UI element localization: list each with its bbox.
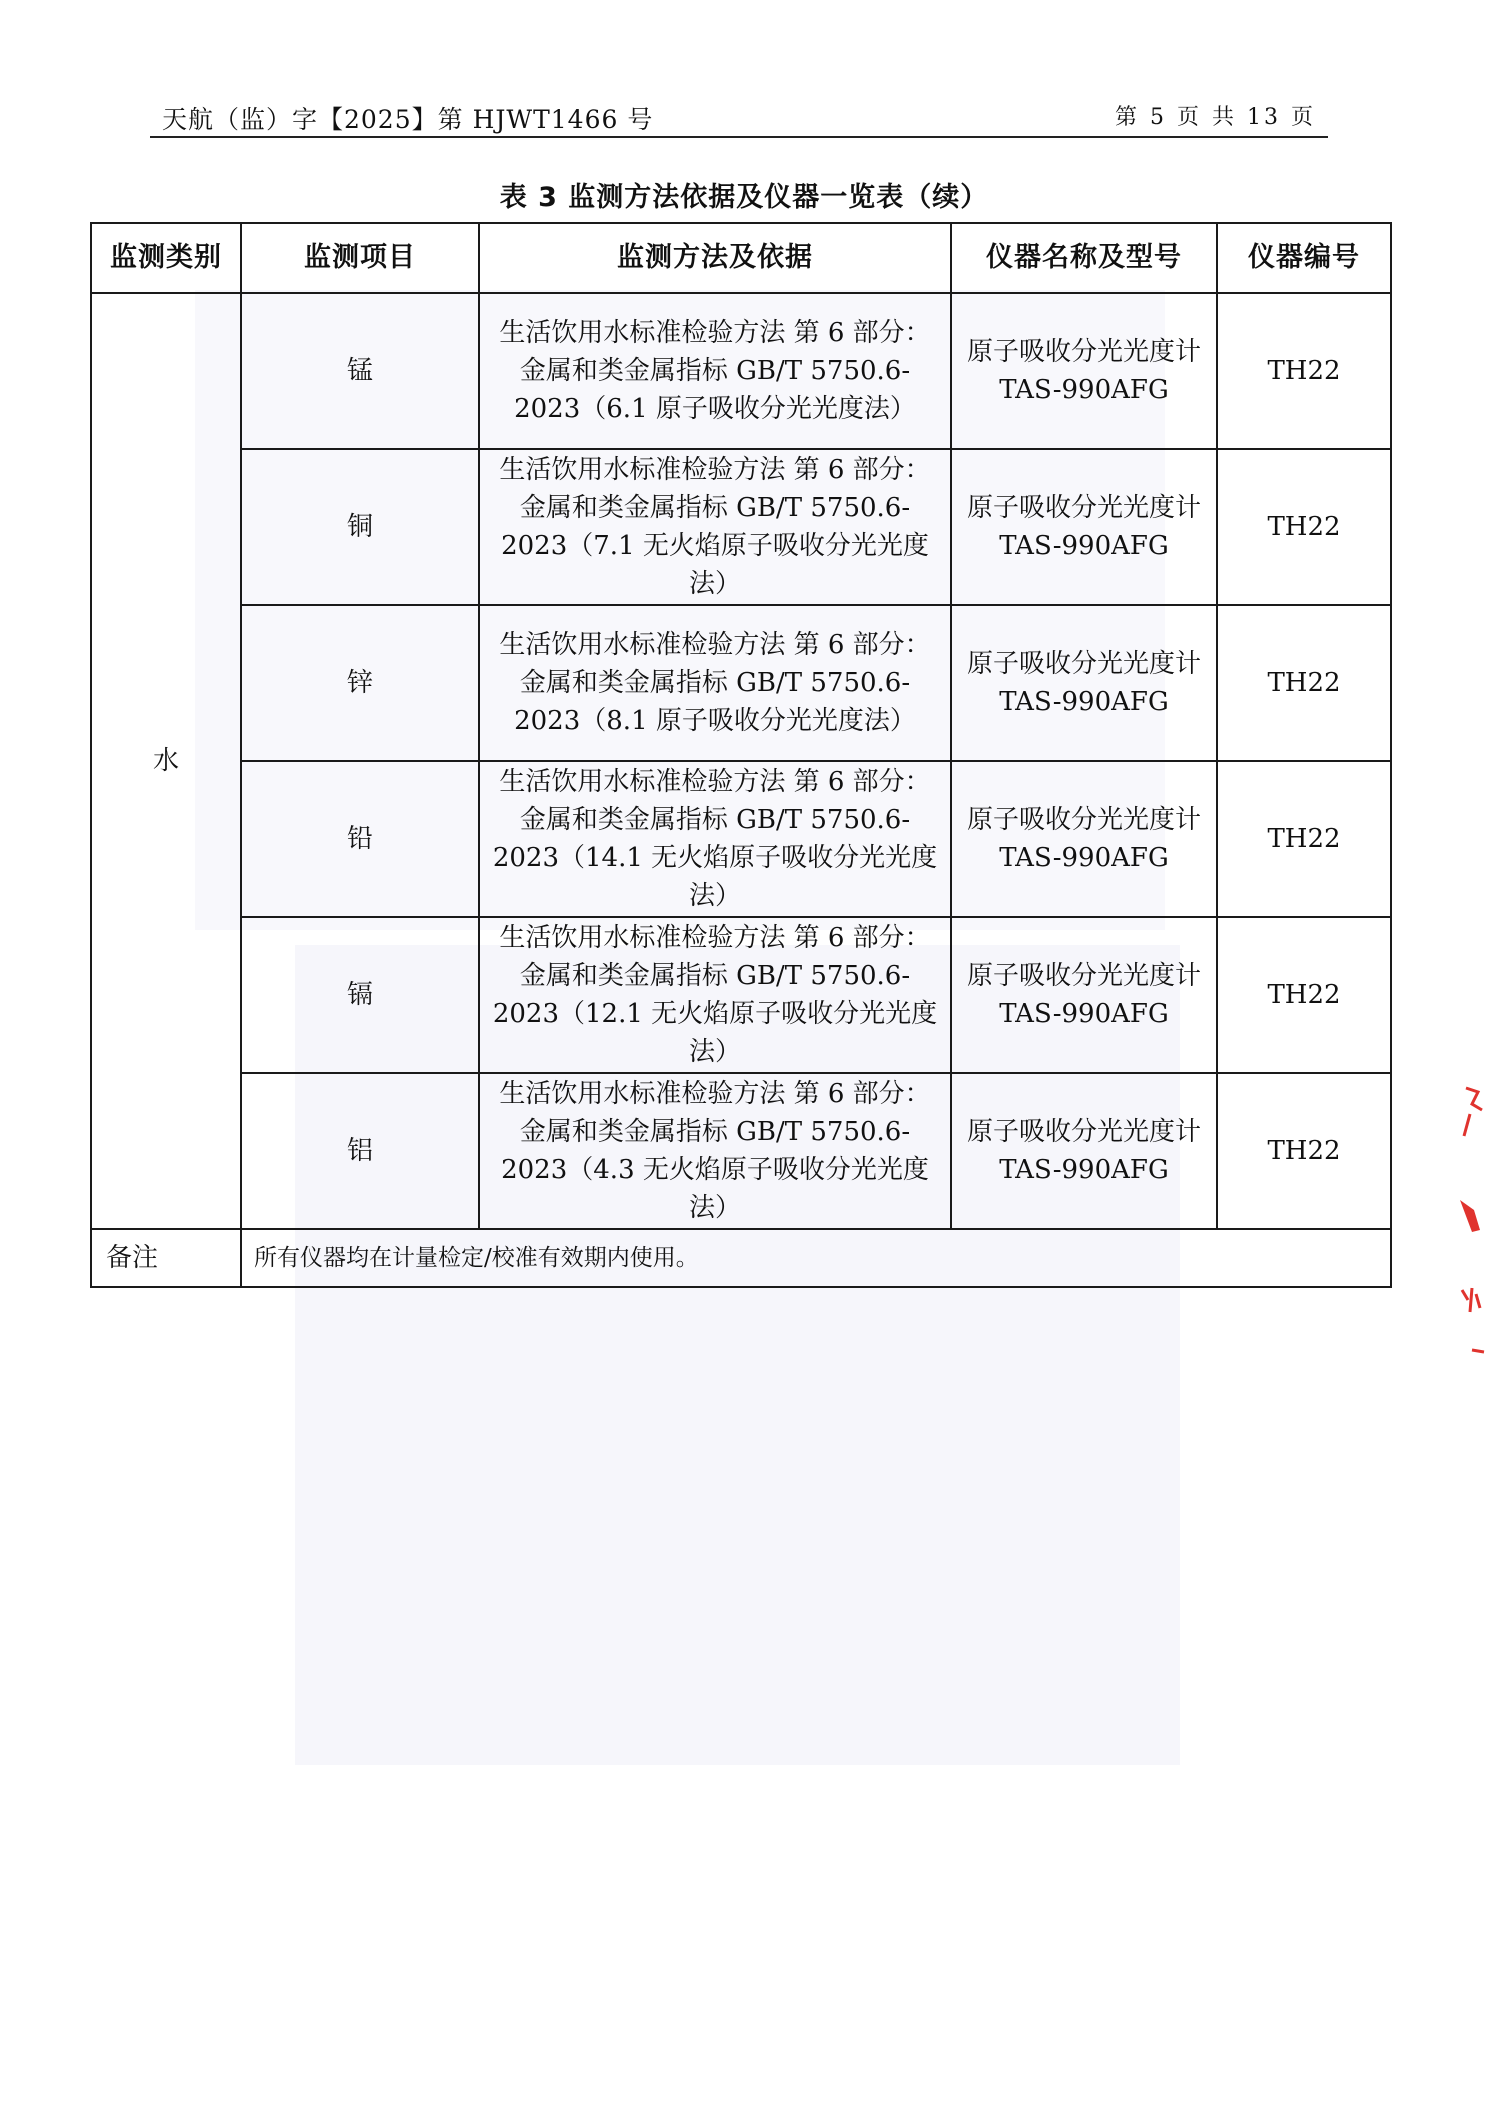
instrument-no-cell: TH22 bbox=[1217, 449, 1391, 605]
method-cell: 生活饮用水标准检验方法 第 6 部分：金属和类金属指标 GB/T 5750.6-2023（6.1 原子吸收分光光度法） bbox=[479, 293, 951, 449]
item-cell: 锌 bbox=[241, 605, 479, 761]
method-cell: 生活饮用水标准检验方法 第 6 部分：金属和类金属指标 GB/T 5750.6-2023（8.1 原子吸收分光光度法） bbox=[479, 605, 951, 761]
table-row bbox=[91, 605, 1391, 761]
table-title: 表 3 监测方法依据及仪器一览表（续） bbox=[499, 182, 989, 213]
instrument-no-cell: TH22 bbox=[1217, 1073, 1391, 1229]
monitoring-methods-table bbox=[90, 222, 1392, 1288]
document-number: 天航（监）字【2025】第 HJWT1466 号 bbox=[162, 105, 654, 134]
page-indicator: 第 5 页 共 13 页 bbox=[1115, 105, 1316, 130]
note-row bbox=[91, 1229, 1391, 1287]
column-header-item: 监测项目 bbox=[241, 223, 479, 293]
method-cell: 生活饮用水标准检验方法 第 6 部分：金属和类金属指标 GB/T 5750.6-2023（12.1 无火焰原子吸收分光光度法） bbox=[479, 917, 951, 1073]
red-seal-fragment bbox=[1452, 1080, 1488, 1370]
page-header bbox=[150, 98, 1328, 138]
item-cell: 锰 bbox=[241, 293, 479, 449]
item-cell: 铜 bbox=[241, 449, 479, 605]
table-header-row bbox=[91, 223, 1391, 293]
instrument-cell: 原子吸收分光光度计 TAS-990AFG bbox=[951, 293, 1217, 449]
method-cell: 生活饮用水标准检验方法 第 6 部分：金属和类金属指标 GB/T 5750.6-2023（14.1 无火焰原子吸收分光光度法） bbox=[479, 761, 951, 917]
column-header-category: 监测类别 bbox=[91, 223, 241, 293]
column-header-instrument: 仪器名称及型号 bbox=[951, 223, 1217, 293]
table-row bbox=[91, 449, 1391, 605]
instrument-cell: 原子吸收分光光度计 TAS-990AFG bbox=[951, 449, 1217, 605]
method-cell: 生活饮用水标准检验方法 第 6 部分：金属和类金属指标 GB/T 5750.6-2023（4.3 无火焰原子吸收分光光度法） bbox=[479, 1073, 951, 1229]
column-header-method: 监测方法及依据 bbox=[479, 223, 951, 293]
instrument-no-cell: TH22 bbox=[1217, 761, 1391, 917]
table-row bbox=[91, 293, 1391, 449]
item-cell: 镉 bbox=[241, 917, 479, 1073]
note-label: 备注 bbox=[91, 1229, 241, 1287]
table-row bbox=[91, 917, 1391, 1073]
instrument-cell: 原子吸收分光光度计 TAS-990AFG bbox=[951, 761, 1217, 917]
instrument-no-cell: TH22 bbox=[1217, 293, 1391, 449]
category-cell: 水 bbox=[91, 293, 241, 1229]
item-cell: 铅 bbox=[241, 761, 479, 917]
method-cell: 生活饮用水标准检验方法 第 6 部分：金属和类金属指标 GB/T 5750.6-2023（7.1 无火焰原子吸收分光光度法） bbox=[479, 449, 951, 605]
item-cell: 铝 bbox=[241, 1073, 479, 1229]
column-header-instrument-no: 仪器编号 bbox=[1217, 223, 1391, 293]
table-row bbox=[91, 1073, 1391, 1229]
instrument-no-cell: TH22 bbox=[1217, 605, 1391, 761]
table-row bbox=[91, 761, 1391, 917]
instrument-cell: 原子吸收分光光度计 TAS-990AFG bbox=[951, 917, 1217, 1073]
instrument-cell: 原子吸收分光光度计 TAS-990AFG bbox=[951, 1073, 1217, 1229]
instrument-no-cell: TH22 bbox=[1217, 917, 1391, 1073]
instrument-cell: 原子吸收分光光度计 TAS-990AFG bbox=[951, 605, 1217, 761]
note-text: 所有仪器均在计量检定/校准有效期内使用。 bbox=[241, 1229, 1391, 1287]
